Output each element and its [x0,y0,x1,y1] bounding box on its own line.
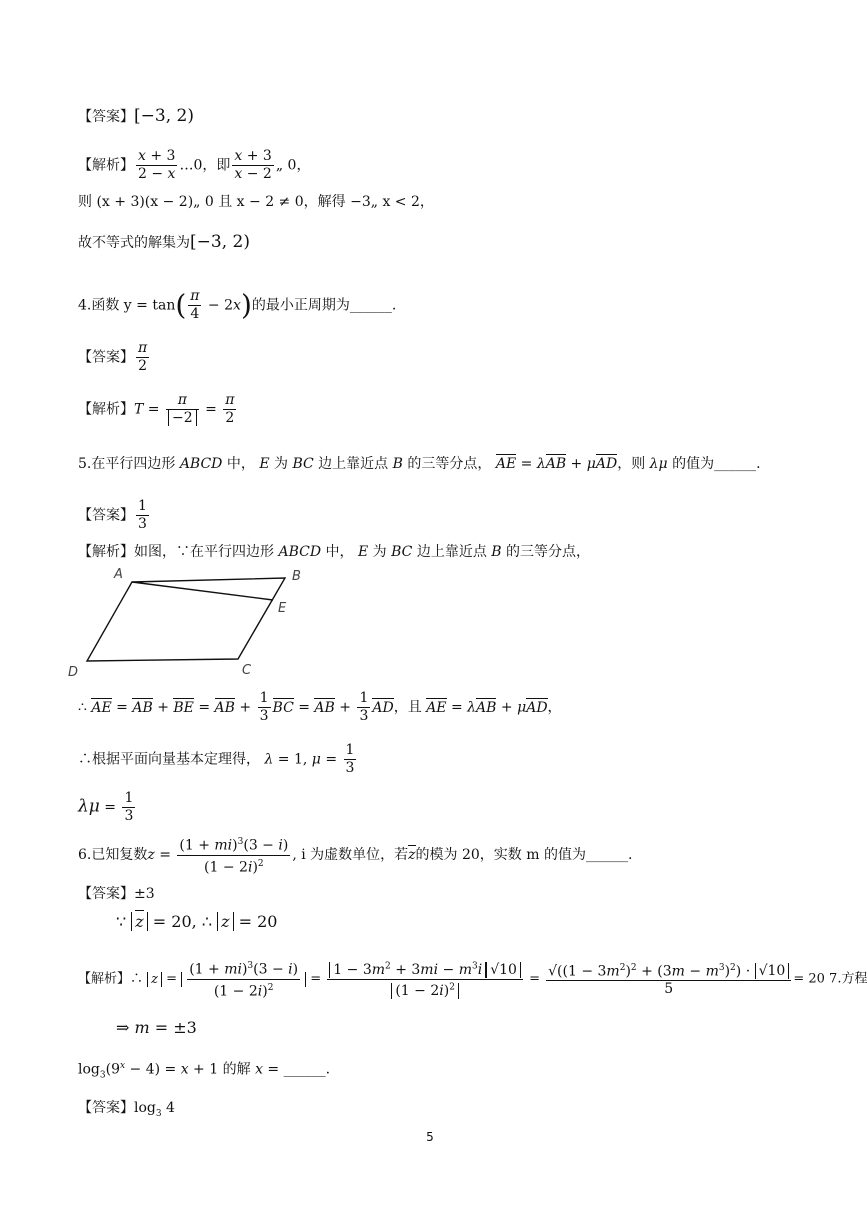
q7-answer: $\log_3 4$ [134,1100,175,1119]
q4-answer: $\frac{\pi}{2}$ [138,340,148,374]
q3-answer: [−3, 2) [134,106,194,126]
vertex-a-label: A [114,567,123,582]
q6-stem: 6.已知复数z = $\frac{(1 + mi)^3(3 - i)}{(1 - 2i)^2}$ , i 为虚数单位，若z的模为 20，实数 m 的值为______. [78,834,632,876]
q5-analysis-line2: ∴ AE = AB + BE = AB + $\frac{1}{3}$ BC = AB + $\frac{1}{3}$ AD，且 AE = λAB + μAD， [78,690,562,724]
q5-analysis-line3: ∴根据平面向量基本定理得， λ = 1, μ = $\frac{1}{3}$ [78,742,355,776]
vertex-b-label: B [292,569,301,584]
answer-label: 【答案】 [78,109,134,125]
q7-answer-line: 【答案】$\log_3 4$ [78,1100,175,1119]
point-e-label: E [278,601,287,616]
q6-step3: ⇒ m = ±3 [116,1018,197,1037]
q3-analysis-line1: 【解析】 $\frac{x + 3}{2 - x}$ …0，即 $\frac{x + 3}{x - 2}$ „ 0， [78,148,311,182]
q5-analysis-line1: 【解析】如图，∵在平行四边形 ABCD 中， E 为 BC 边上靠近点 B 的三等分点， [78,544,591,560]
q4-analysis-line: 【解析】T = $\frac{\pi}{-2}$ = $\frac{\pi}{2}$ [78,392,235,426]
analysis-label: 【解析】 [78,157,134,174]
q5-answer: $\frac{1}{3}$ [138,498,147,532]
fraction: $\frac{x + 3}{2 - x}$ [138,148,176,182]
q4-stem: 4.函数 y = tan( $\frac{\pi}{4}$ − 2x)的最小正周期为______. [78,288,397,322]
q3-analysis-line2: 则 (x + 3)(x − 2)„ 0 且 x − 2 ≠ 0，解得 −3„ x < 2， [78,194,434,210]
q3-answer-line [78,106,194,127]
q6-analysis-main: 【解析】∴ z = $\frac{(1 + mi)^3(3 - i)}{(1 - 2i)^2}$ = $\frac{1 - 3m^2 + 3mi - m^3i √10}{(1 - 2i)^2}$ = $\frac{√((1 - 3m^2)^2 + (3m - m^3)^2) \cdot √10}{5}$ = 20 7.方程 [78,958,867,1000]
parallelogram-figure [60,564,320,680]
q6-answer-line: 【答案】±3 [78,886,155,902]
q3-analysis-line3: 故不等式的解集为[−3, 2) [78,232,250,252]
fraction: $\frac{x + 3}{x - 2}$ [234,148,272,182]
q6-step1: ∵ z = 20, ∴ z = 20 [116,912,278,931]
q5-stem: 5.在平行四边形 ABCD 中， E 为 BC 边上靠近点 B 的三等分点， AE = λAB + μAD，则 λμ 的值为______. [78,456,761,472]
q4-answer-line: 【答案】 $\frac{\pi}{2}$ [78,340,148,374]
page-number: 5 [426,1130,434,1144]
q7-stem: $\log_3(9^x - 4) = x + 1$ 的解 x = ______. [78,1061,331,1081]
vertex-d-label: D [68,665,79,680]
q6-answer: ±3 [134,886,155,902]
q5-answer-line: 【答案】 $\frac{1}{3}$ [78,498,147,532]
vertex-c-label: C [242,663,252,678]
q5-analysis-line4: λμ = $\frac{1}{3}$ [78,790,134,824]
